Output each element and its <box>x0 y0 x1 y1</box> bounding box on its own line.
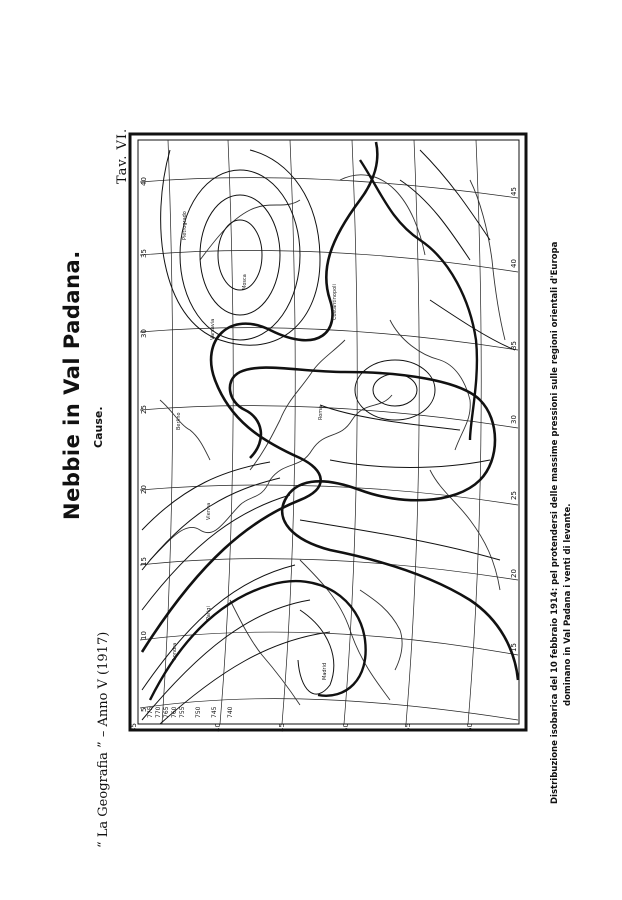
latitude-label: 45 <box>278 723 286 732</box>
graticule <box>140 140 518 724</box>
longitude-label: 20 <box>510 569 518 578</box>
isobar-label: 750 <box>195 706 202 718</box>
longitude-label: 30 <box>140 329 148 338</box>
isobar-label: 775 <box>147 706 154 718</box>
longitude-label: 40 <box>140 177 148 186</box>
isobar-label: 755 <box>179 706 186 718</box>
longitude-label: 40 <box>510 259 518 268</box>
place-label: Roma <box>318 405 324 420</box>
longitude-label: 30 <box>510 415 518 424</box>
longitude-label: 20 <box>140 485 148 494</box>
plate-number: Tav. VI. <box>115 127 130 184</box>
map-caption-line-1: Distribuzione isobarica del 10 febbraio 1914: pel protendersi delle massime pressioni sulle regioni orientali d'Europa <box>550 241 560 804</box>
place-label: Varsavia <box>210 318 216 340</box>
latitude-label: 35 <box>130 723 138 732</box>
place-label: Berlino <box>176 412 182 430</box>
longitude-label: 15 <box>510 643 518 652</box>
place-label: Costantinopoli <box>332 284 338 320</box>
place-label: Parigi <box>206 606 212 620</box>
latitude-label: 40 <box>214 723 222 732</box>
place-label: Madrid <box>322 662 328 680</box>
latitude-label: 55 <box>404 723 412 732</box>
longitude-label: 15 <box>140 557 148 566</box>
longitude-label: 5 <box>140 707 148 712</box>
longitude-label: 10 <box>140 631 148 640</box>
latitude-label: 60 <box>466 723 474 732</box>
place-label: Mosca <box>242 274 248 290</box>
longitude-label: 45 <box>510 187 518 196</box>
isobar-label: 740 <box>227 706 234 718</box>
longitude-label: 35 <box>510 341 518 350</box>
map-caption-line-2: dominano in Val Padana i venti di levante. <box>563 503 573 706</box>
isobar-label: 745 <box>211 706 218 718</box>
isobar-label: 765 <box>163 706 170 718</box>
longitude-label: 35 <box>140 249 148 258</box>
map-inner-frame <box>138 140 519 724</box>
isobar-label: 770 <box>155 706 162 718</box>
journal-reference: “ La Geografia ” – Anno V (1917) <box>96 631 111 848</box>
place-label: Londra <box>172 642 178 660</box>
latitude-label: 50 <box>342 723 350 732</box>
place-label: Vienna <box>206 502 212 520</box>
isobar-label: 760 <box>171 706 178 718</box>
longitude-label: 25 <box>510 491 518 500</box>
longitude-label: 25 <box>140 405 148 414</box>
place-label: Pietrogrado <box>182 211 188 240</box>
isobars <box>142 142 518 724</box>
page-title: Nebbie in Val Padana. <box>60 250 84 520</box>
page-subtitle: Cause. <box>92 406 105 448</box>
